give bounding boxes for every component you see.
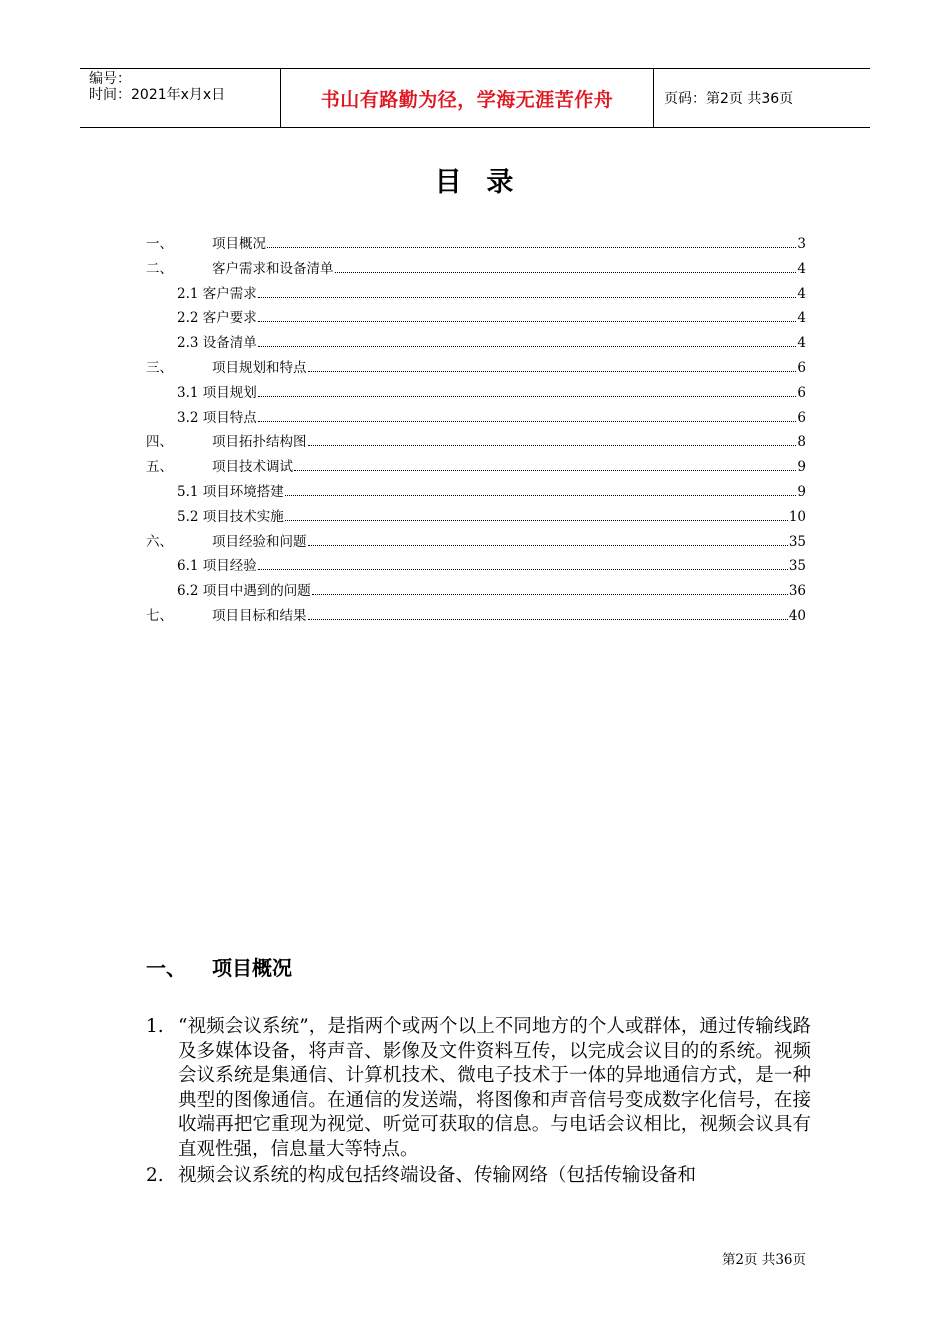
toc-entry-page: 4 xyxy=(797,260,806,277)
toc-dot-leader xyxy=(335,272,797,273)
toc-entry-label: 6.1 项目经验 xyxy=(177,558,257,575)
toc-entry-page: 36 xyxy=(788,583,806,600)
toc-dot-leader xyxy=(308,545,788,546)
toc-entry[interactable] xyxy=(146,604,806,629)
toc-dot-leader xyxy=(258,297,797,298)
toc-entry-number: 一、 xyxy=(146,236,173,252)
section-heading xyxy=(146,952,292,981)
toc-dot-leader xyxy=(294,470,796,471)
toc-entry[interactable] xyxy=(146,282,806,307)
toc-entry[interactable] xyxy=(146,306,806,331)
toc-entry-page: 6 xyxy=(797,384,806,401)
toc-entry-number: 七、 xyxy=(146,607,173,624)
toc-entry[interactable] xyxy=(146,505,806,530)
toc-dot-leader xyxy=(312,594,788,595)
list-item-number: 1. xyxy=(146,1016,164,1037)
toc-dot-leader xyxy=(285,520,788,521)
toc-entry-label: 5.1 项目环境搭建 xyxy=(177,483,284,500)
header-page-info: 页码：第2页 共36页 xyxy=(664,91,794,107)
toc-entry-page: 3 xyxy=(797,236,806,252)
list-item-text: “视频会议系统”，是指两个或两个以上不同地方的个人或群体，通过传输线路及多媒体设备，将声音、影像及文件资料互传，以完成会议目的的系统。视频会议系统是集通信、计算机技术、微电子技术于一体的异地通信方式，是一种典型的图像通信。在通信的发送端，将图像和声音信号变成数字化信号，在接收端再把它重现为视觉、听觉可获取的信息。与电话会议相比，视频会议具有直观性强，信息量大等特点。 xyxy=(178,1016,811,1160)
toc-entry-page: 35 xyxy=(788,533,806,550)
toc-entry-page: 6 xyxy=(797,409,806,426)
toc-entry-label: 6.2 项目中遇到的问题 xyxy=(177,583,311,600)
toc-entry-page: 35 xyxy=(788,558,806,575)
toc-dot-leader xyxy=(258,346,797,347)
toc-entry[interactable] xyxy=(146,455,806,480)
toc-entry[interactable] xyxy=(146,232,806,257)
toc-entry-label: 3.1 项目规划 xyxy=(177,384,257,401)
toc-entry[interactable] xyxy=(146,480,806,505)
toc-entry[interactable] xyxy=(146,356,806,381)
toc-entry-page: 4 xyxy=(797,310,806,327)
toc-entry[interactable] xyxy=(146,331,806,356)
toc-entry[interactable] xyxy=(146,406,806,431)
toc-entry-label: 3.2 项目特点 xyxy=(177,409,257,426)
list-item-number: 2. xyxy=(146,1165,164,1186)
list-item xyxy=(146,1164,811,1189)
toc-dot-leader xyxy=(308,445,797,446)
toc-entry-page: 9 xyxy=(797,483,806,500)
toc-entry-label: 2.3 设备清单 xyxy=(177,335,257,352)
toc-entry-label: 2.2 客户要求 xyxy=(177,310,257,327)
toc-entry-page: 8 xyxy=(797,434,806,451)
header-meta xyxy=(80,69,281,127)
toc-dot-leader xyxy=(258,569,788,570)
toc-entry-page: 40 xyxy=(788,607,806,624)
toc-entry-label: 项目经验和问题 xyxy=(212,533,307,550)
toc-entry[interactable] xyxy=(146,257,806,282)
toc-entry-number: 五、 xyxy=(146,459,173,476)
toc-entry-label: 项目概况 xyxy=(212,236,266,252)
toc-dot-leader xyxy=(308,371,797,372)
toc-entry-label: 客户需求和设备清单 xyxy=(212,260,334,277)
page-footer: 第2页 共36页 xyxy=(721,1252,806,1268)
toc-entry-page: 4 xyxy=(797,335,806,352)
toc-entry-label: 2.1 客户需求 xyxy=(177,285,257,302)
section-number: 一、 xyxy=(146,956,186,980)
toc-entry-number: 三、 xyxy=(146,359,173,376)
toc-entry-label: 5.2 项目技术实施 xyxy=(177,508,284,525)
section-title: 项目概况 xyxy=(212,956,292,980)
toc-entry-number: 二、 xyxy=(146,260,173,277)
toc-entry-label: 项目技术调试 xyxy=(212,459,293,476)
body-paragraph-list xyxy=(146,1015,811,1191)
serial-label: 编号： xyxy=(89,71,131,87)
toc-entry-page: 6 xyxy=(797,359,806,376)
toc-entry-label: 项目目标和结果 xyxy=(212,607,307,624)
header-motto: 书山有路勤为径，学海无涯苦作舟 xyxy=(281,69,654,127)
toc-entry-label: 项目规划和特点 xyxy=(212,359,307,376)
toc-dot-leader xyxy=(258,421,797,422)
toc-dot-leader xyxy=(258,321,797,322)
toc-dot-leader xyxy=(308,619,788,620)
toc-entry[interactable] xyxy=(146,381,806,406)
toc-entry-number: 四、 xyxy=(146,434,173,451)
toc-entry[interactable] xyxy=(146,530,806,555)
list-item-text: 视频会议系统的构成包括终端设备、传输网络（包括传输设备和 xyxy=(178,1165,697,1186)
table-of-contents xyxy=(146,232,806,629)
toc-entry[interactable] xyxy=(146,579,806,604)
toc-entry-number: 六、 xyxy=(146,533,173,550)
toc-title: 目 录 xyxy=(434,167,516,198)
toc-entry[interactable] xyxy=(146,430,806,455)
toc-entry-page: 4 xyxy=(797,285,806,302)
time-label: 时间：2021年x月x日 xyxy=(89,87,226,103)
toc-dot-leader xyxy=(267,247,796,248)
toc-entry-page: 9 xyxy=(797,459,806,476)
toc-dot-leader xyxy=(285,495,797,496)
list-item xyxy=(146,1015,811,1162)
toc-entry-label: 项目拓扑结构图 xyxy=(212,434,307,451)
page-header xyxy=(80,68,870,128)
toc-entry-page: 10 xyxy=(788,508,806,525)
toc-dot-leader xyxy=(258,396,797,397)
toc-entry[interactable] xyxy=(146,554,806,579)
